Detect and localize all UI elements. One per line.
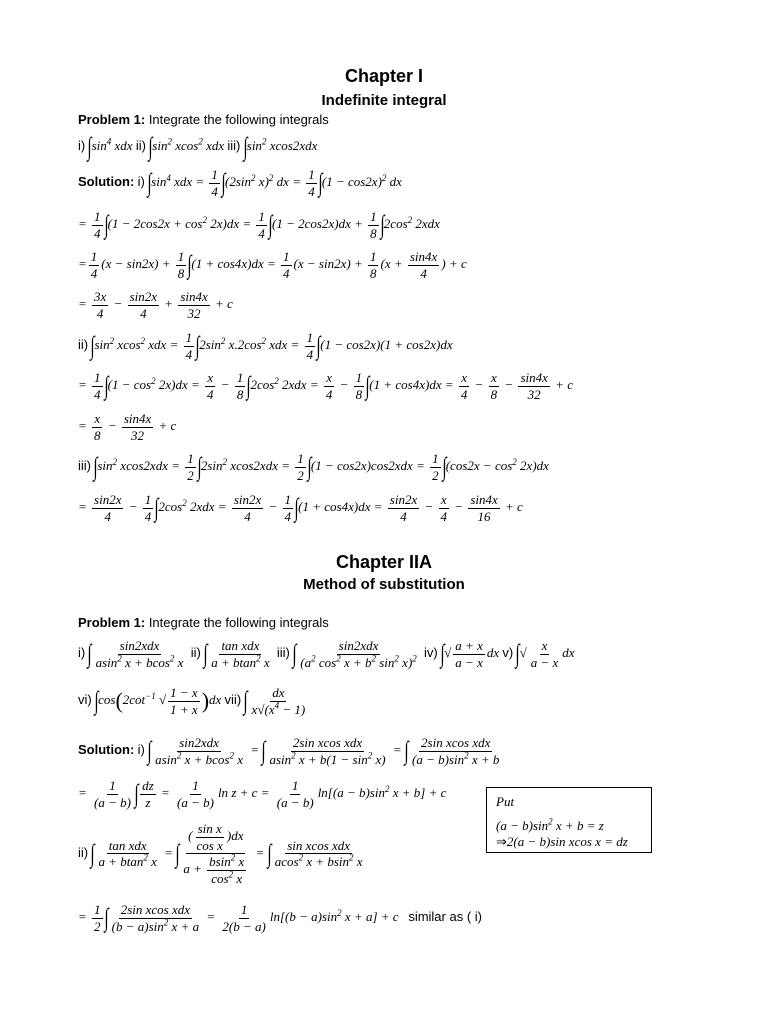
problem-label: Problem 1: (78, 615, 146, 630)
problem-text: Integrate the following integrals (148, 112, 329, 127)
item-label: v) (502, 645, 514, 661)
problem-list: i) ∫ $\frac{\text{sin2xdx}}{asin^2 x + bcos^2 x}$ ii) ∫ $\frac{\text{tan xdx}}{a + btan^2 x}$ iii) ∫ $\frac{\text{sin2xdx}}{(a^2 \cos^2 x + b^2 \sin^2 x)^2}$ iv) ∫√ $\frac{a + x}{a - x}$ dx v) ∫√ $\frac{x}{a - x}$ dx (78, 638, 575, 670)
problem-text: Integrate the following integrals (148, 615, 329, 630)
equation-line: ii) ∫ $\frac{\text{tan xdx}}{a + btan^2 x}$ = ∫ ( $\frac{\text{sin x}}{\text{cos x}}$ )dx a + $\frac{bsin^2 x}{\cos^2 x}$ = ∫ $\frac{\text{sin xcos xdx}}{acos^2 x + bsin^2 x}$ (78, 821, 363, 886)
problem-list: i) $\int\sin^4$ xdx ii) $\int\sin^2$ xcos$^2$ xdx iii) $\int\sin^2$ xcos2xdx (78, 132, 318, 161)
equation-line: = $\frac{1}{2}$ ∫ $\frac{\text{2sin xcos xdx}}{(b - a)\sin^2 x + a}$ = $\frac{1}{2(b - a)}$ $\ln[(b - a)\sin^2$ x + a] + c similar as ( i) (78, 902, 482, 934)
item-label: iii) (227, 137, 241, 153)
problem-label: Problem 1: (78, 112, 146, 127)
item-label: i) (78, 645, 86, 661)
equation-line: iii) $\int\sin^2$ xcos2xdx = $\frac{1}{2}$ $\int 2\sin^2$ xcos2xdx = $\frac{1}{2}$ ∫(1 − cos2x)cos2xdx = $\frac{1}{2}$ $\int(\cos 2x - \cos^2 2x)dx$ (78, 451, 549, 483)
solution-label: Solution: (78, 742, 135, 758)
item-label: vii) (224, 692, 242, 708)
equation-line: = $\frac{1}{4}$ (x − sin2x) + $\frac{1}{8}$ ∫(1 + cos4x)dx = $\frac{1}{4}$ (x − sin2x) + $\frac{1}{8}$ (x + $\frac{\sin 4x}{4}$ ) + c (78, 249, 467, 281)
equation-line: = $\frac{x}{8}$ − $\frac{\sin 4x}{32}$ + c (78, 411, 177, 443)
item-label: ii) (135, 137, 146, 153)
substitution-line: ⇒2(a − b)sin xcos x = dz (496, 834, 628, 849)
chapter-subtitle: Method of substitution (303, 576, 465, 593)
solution-label: Solution: (78, 174, 135, 190)
chapter-title: Chapter I (344, 66, 423, 86)
problem-statement (78, 113, 329, 126)
equation-line: = $\frac{3x}{4}$ − $\frac{\sin 2x}{4}$ + $\frac{\sin 4x}{32}$ + c (78, 289, 233, 321)
equation-line: = $\frac{\sin 2x}{4}$ − $\frac{1}{4}$ $\int 2\cos^2$ 2xdx = $\frac{\sin 2x}{4}$ − $\frac{1}{4}$ ∫(1 + cos4x)dx = $\frac{\sin 2x}{4}$ − $\frac{x}{4}$ − $\frac{\sin 4x}{16}$ + c (78, 492, 523, 524)
similar-note: similar as ( i) (408, 909, 482, 925)
equation-line: = $\frac{1}{(a - b)}$ ∫ $\frac{dz}{z}$ = $\frac{1}{(a - b)}$ ln z + c = $\frac{1}{(a - b)}$ $\ln[(a - b)\sin^2$ x + b] + c (78, 778, 447, 810)
item-label: iv) (424, 645, 438, 661)
equation-line: ii) $\int\sin^2$ xcos$^2$ xdx = $\frac{1}{4}$ $\int 2\sin^2$ $x.2\cos^2$ xdx = $\frac{1}{4}$ ∫(1 − cos2x)(1 + cos2x)dx (78, 330, 453, 362)
item-label: i) (78, 137, 86, 153)
equation-line: Solution: i) $\int\sin^4$ xdx = $\frac{1}{4}$ $\int(2\sin^2$ x)$^2$ dx = $\frac{1}{4}$ $\int(1 - \cos 2x)^2$ dx (78, 167, 402, 199)
equation-line: = $\frac{1}{4}$ $\int(1 - \cos^2 2x)dx$ = $\frac{x}{4}$ − $\frac{1}{8}$ $\int 2\cos^2$ 2xdx = $\frac{x}{4}$ − $\frac{1}{8}$ ∫(1 + cos4x)dx = $\frac{x}{4}$ − $\frac{x}{8}$ − $\frac{\sin 4x}{32}$ + c (78, 370, 573, 402)
item-label: ii) (190, 645, 201, 661)
equation-line: Solution: i) ∫ $\frac{\text{sin2xdx}}{asin^2 x + bcos^2 x}$ = ∫ $\frac{\text{2sin xcos xdx}}{asin^2 x + b(1 - \sin^2 x)}$ = ∫ $\frac{\text{2sin xcos xdx}}{(a - b)\sin^2 x + b}$ (78, 735, 500, 767)
item-label: vi) (78, 692, 92, 708)
chapter-title: Chapter IIA (335, 552, 432, 572)
chapter-subtitle: Indefinite integral (321, 92, 447, 109)
equation-line: = $\frac{1}{4}$ $\int(1 - 2\cos 2x + \cos^2 2x)dx$ = $\frac{1}{4}$ ∫(1 − 2cos2x)dx + $\frac{1}{8}$ $\int 2\cos^2$ 2xdx (78, 209, 440, 241)
item-label: iii) (276, 645, 290, 661)
problem-list: vi) $\int\cos(2\cot^{-1}$ √ $\frac{1 - x}{1 + x}$ )dx vii) ∫ $\frac{dx}{x√(x^4 - 1)}$ (78, 685, 306, 717)
put-label: Put (496, 794, 515, 809)
problem-statement (78, 616, 329, 629)
substitution-line: $(a - b)\sin^2$ x + b = z (496, 816, 604, 833)
